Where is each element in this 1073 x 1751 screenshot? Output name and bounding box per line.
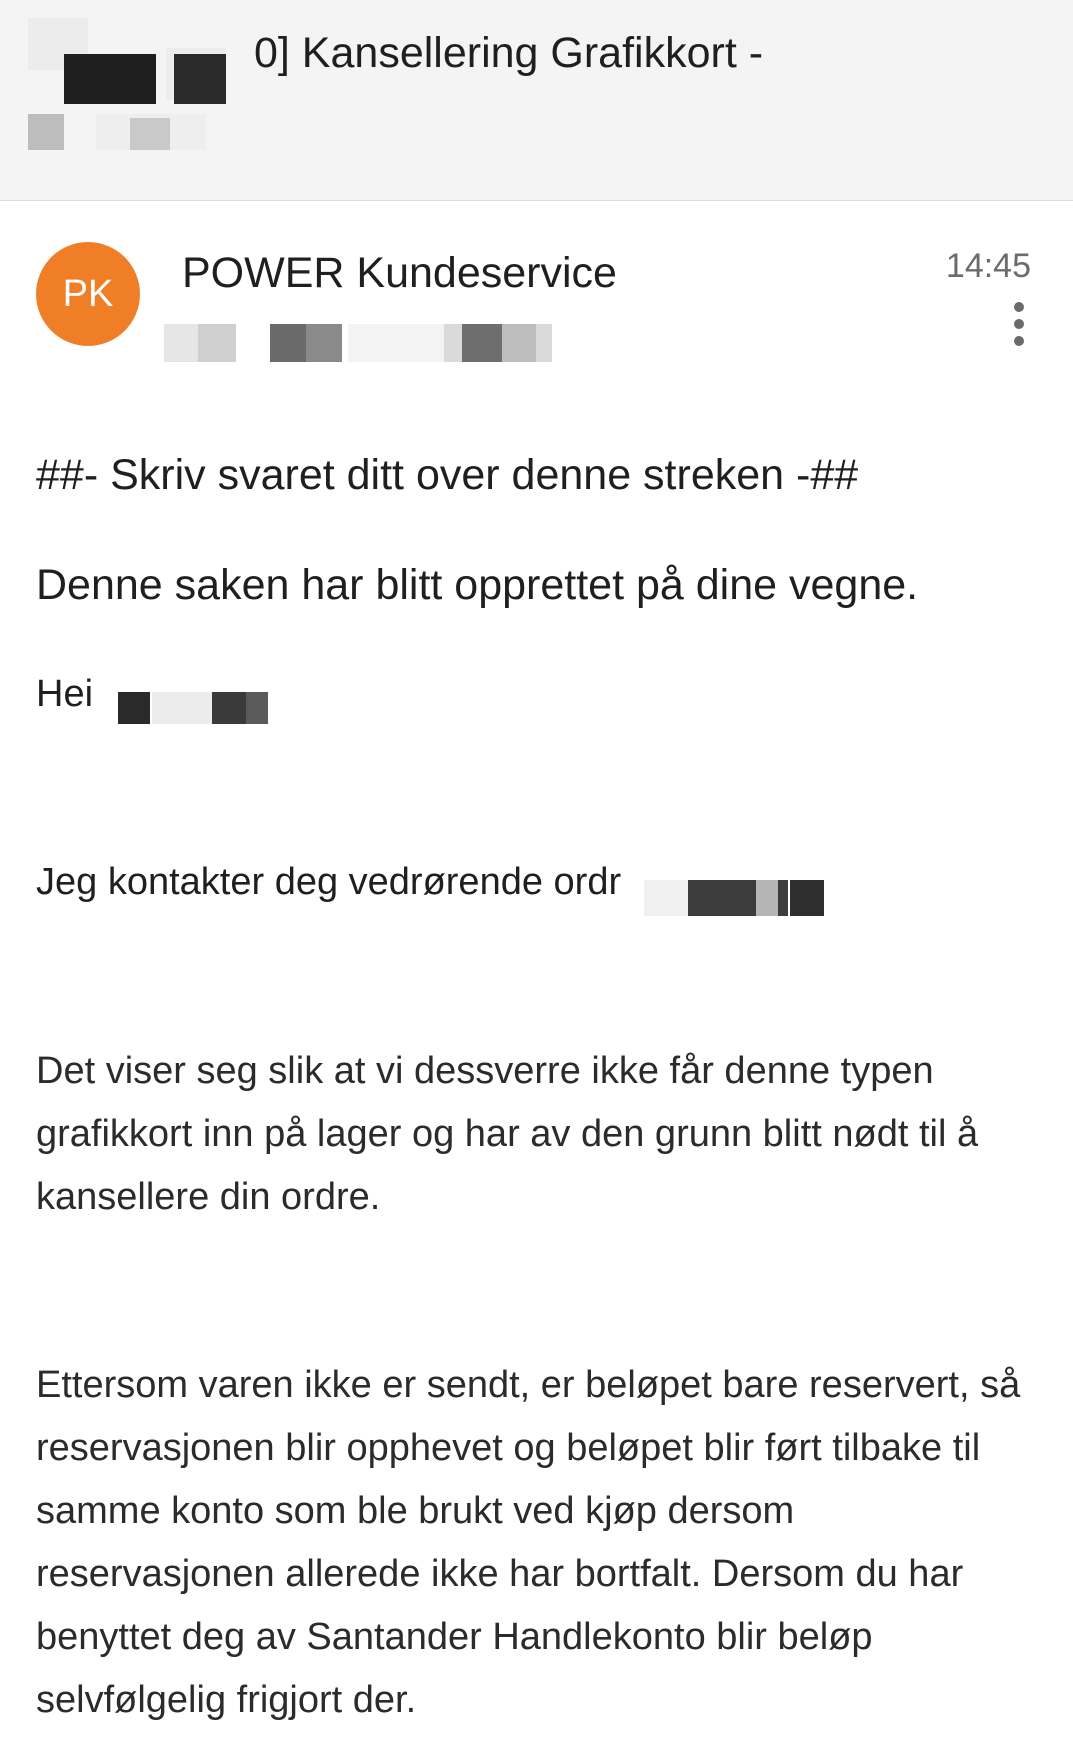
more-vertical-icon[interactable] <box>1008 300 1032 348</box>
redacted-order-number <box>644 878 830 918</box>
sender-name[interactable]: POWER Kundeservice <box>182 249 617 297</box>
sender-avatar[interactable]: PK <box>36 242 140 346</box>
paragraph-refund: Ettersom varen ikke er sendt, er beløpet bare reservert, så reservasjonen blir opphevet og beløpet blir ført tilbake til samme konto som ble brukt ved kjøp dersom reservasjonen allerede ikke har bortfalt. Dersom du har benyttet deg av Santander Handlekonto blir beløp selvfølgelig frigjort der. <box>36 1364 1021 1721</box>
email-subject: 0] Kansellering Grafikkort - <box>254 29 764 77</box>
order-line: Jeg kontakter deg vedrørende ordr <box>36 861 622 903</box>
redacted-sender-address <box>164 324 554 364</box>
subject-header <box>0 0 1073 201</box>
redacted-recipient-name <box>118 692 278 724</box>
greeting: Hei <box>36 673 94 715</box>
redacted-subject-prefix <box>24 18 254 158</box>
case-notice: Denne saken har blitt opprettet på dine vegne. <box>36 561 919 609</box>
paragraph-cancellation: Det viser seg slik at vi dessverre ikke får denne typen grafikkort inn på lager og har av den grunn blitt nødt til å kansellere din ordre. <box>36 1050 979 1218</box>
message-time: 14:45 <box>945 247 1031 285</box>
reply-marker: ##- Skriv svaret ditt over denne streken -## <box>36 451 859 499</box>
